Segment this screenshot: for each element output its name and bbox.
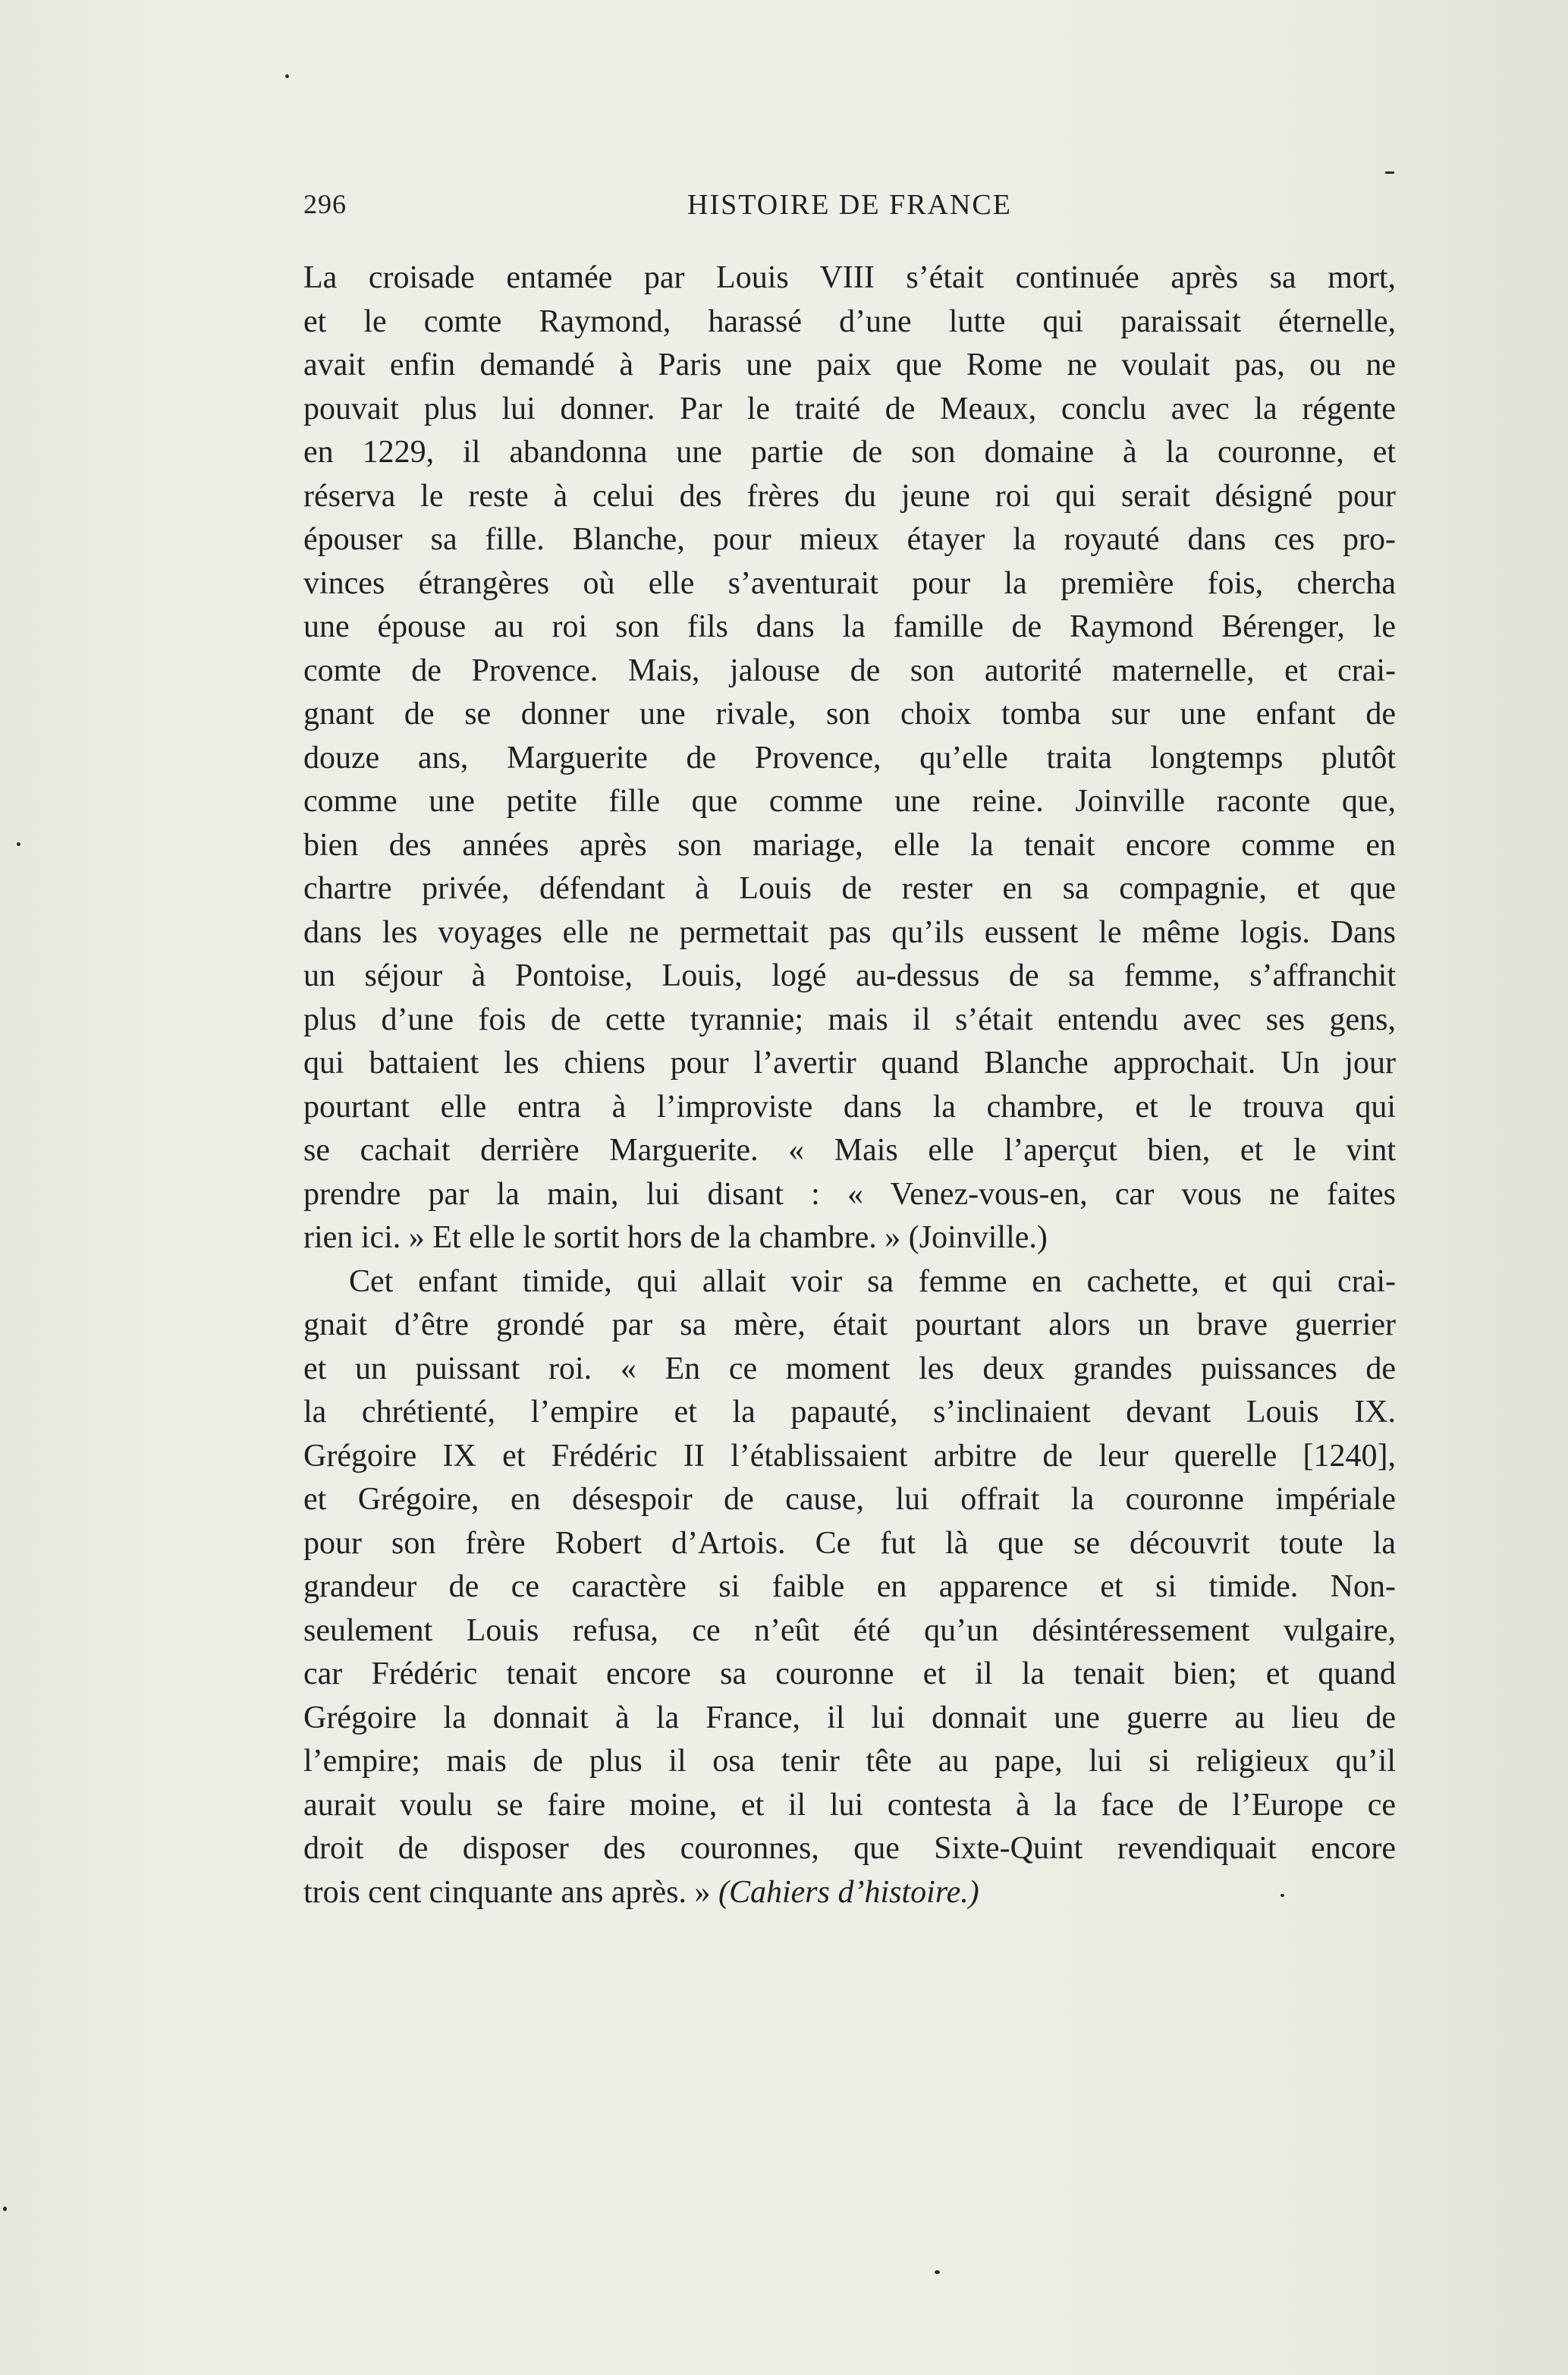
text-line: Grégoire la donnait à la France, il lui donnait une guerre au lieu de	[303, 1700, 1396, 1735]
text-line: réserva le reste à celui des frères du jeune roi qui serait désigné pour	[303, 478, 1396, 514]
page-number: 296	[303, 189, 347, 219]
page-header	[303, 188, 1396, 234]
scan-speck	[1280, 1894, 1284, 1897]
text-line: bien des années après son mariage, elle la tenait encore comme en	[303, 827, 1396, 863]
text-line: un séjour à Pontoise, Louis, logé au-dessus de sa femme, s’affranchit	[303, 958, 1396, 993]
text-line: pouvait plus lui donner. Par le traité de Meaux, conclu avec la régente	[303, 391, 1396, 426]
text-line: comme une petite fille que comme une reine. Joinville raconte que,	[303, 784, 1396, 819]
text-line: rien ici. » Et elle le sortit hors de la chambre. » (Joinville.)	[303, 1220, 1048, 1255]
text-line: gnait d’être grondé par sa mère, était pourtant alors un brave guerrier	[303, 1307, 1396, 1342]
text-line: plus d’une fois de cette tyrannie; mais il s’était entendu avec ses gens,	[303, 1002, 1396, 1037]
text-line: droit de disposer des couronnes, que Sixte-Quint revendiquait encore	[303, 1831, 1396, 1866]
scan-speck	[935, 2270, 940, 2274]
text-line: prendre par la main, lui disant : « Venez-vous-en, car vous ne faites	[303, 1176, 1396, 1212]
text-line: seulement Louis refusa, ce n’eût été qu’un désintéressement vulgaire,	[303, 1612, 1396, 1648]
running-head: HISTOIRE DE FRANCE	[687, 189, 1012, 221]
scan-speck	[17, 842, 20, 846]
text-line: qui battaient les chiens pour l’avertir quand Blanche approchait. Un jour	[303, 1046, 1396, 1081]
text-line: vinces étrangères où elle s’aventurait pour la première fois, chercha	[303, 565, 1396, 601]
scan-speck	[1385, 171, 1394, 174]
text-line: et le comte Raymond, harassé d’une lutte qui paraissait éternelle,	[303, 304, 1396, 339]
text-line: car Frédéric tenait encore sa couronne et il la tenait bien; et quand	[303, 1656, 1396, 1691]
text-line: grandeur de ce caractère si faible en apparence et si timide. Non-	[303, 1569, 1396, 1604]
text-line: avait enfin demandé à Paris une paix que Rome ne voulait pas, ou ne	[303, 348, 1396, 382]
text-line-final	[303, 1871, 1396, 1915]
paragraph-2	[303, 1260, 1396, 1915]
text-line: chartre privée, défendant à Louis de rester en sa compagnie, et que	[303, 871, 1396, 906]
text-line: aurait voulu se faire moine, et il lui contesta à la face de l’Europe ce	[303, 1787, 1396, 1823]
text-line: la chrétienté, l’empire et la papauté, s’inclinaient devant Louis IX.	[303, 1395, 1396, 1430]
scan-speck	[3, 2207, 7, 2211]
text-line: douze ans, Marguerite de Provence, qu’elle traita longtemps plutôt	[303, 740, 1396, 775]
text-line: une épouse au roi son fils dans la famille de Raymond Bérenger, le	[303, 609, 1396, 644]
text-line: dans les voyages elle ne permettait pas qu’ils eussent le même logis. Dans	[303, 914, 1396, 950]
text-line: Grégoire IX et Frédéric II l’établissaient arbitre de leur querelle [1240],	[303, 1438, 1396, 1474]
text-line: épouser sa fille. Blanche, pour mieux étayer la royauté dans ces pro-	[303, 522, 1396, 557]
text-line: et Grégoire, en désespoir de cause, lui offrait la couronne impériale	[303, 1482, 1396, 1517]
final-line-text: trois cent cinquante ans après. »	[303, 1874, 718, 1910]
text-line: en 1229, il abandonna une partie de son domaine à la couronne, et	[303, 435, 1396, 470]
text-line: et un puissant roi. « En ce moment les deux grandes puissances de	[303, 1351, 1396, 1386]
text-line: l’empire; mais de plus il osa tenir tête au pape, lui si religieux qu’il	[303, 1744, 1396, 1779]
scan-speck	[285, 74, 289, 78]
text-line: comte de Provence. Mais, jalouse de son autorité maternelle, et crai-	[303, 653, 1396, 688]
text-line: se cachait derrière Marguerite. « Mais elle l’aperçut bien, et le vint	[303, 1133, 1396, 1168]
text-line: pour son frère Robert d’Artois. Ce fut là que se découvrit toute la	[303, 1525, 1396, 1561]
paragraph-1	[303, 256, 1396, 1260]
body-text	[303, 256, 1396, 1914]
source-citation: (Cahiers d’histoire.)	[718, 1874, 979, 1910]
text-line: La croisade entamée par Louis VIII s’était continuée après sa mort,	[303, 260, 1396, 295]
text-line: gnant de se donner une rivale, son choix tomba sur une enfant de	[303, 697, 1396, 731]
text-line: pourtant elle entra à l’improviste dans la chambre, et le trouva qui	[303, 1089, 1396, 1125]
text-line: Cet enfant timide, qui allait voir sa femme en cachette, et qui crai-	[349, 1263, 1396, 1299]
